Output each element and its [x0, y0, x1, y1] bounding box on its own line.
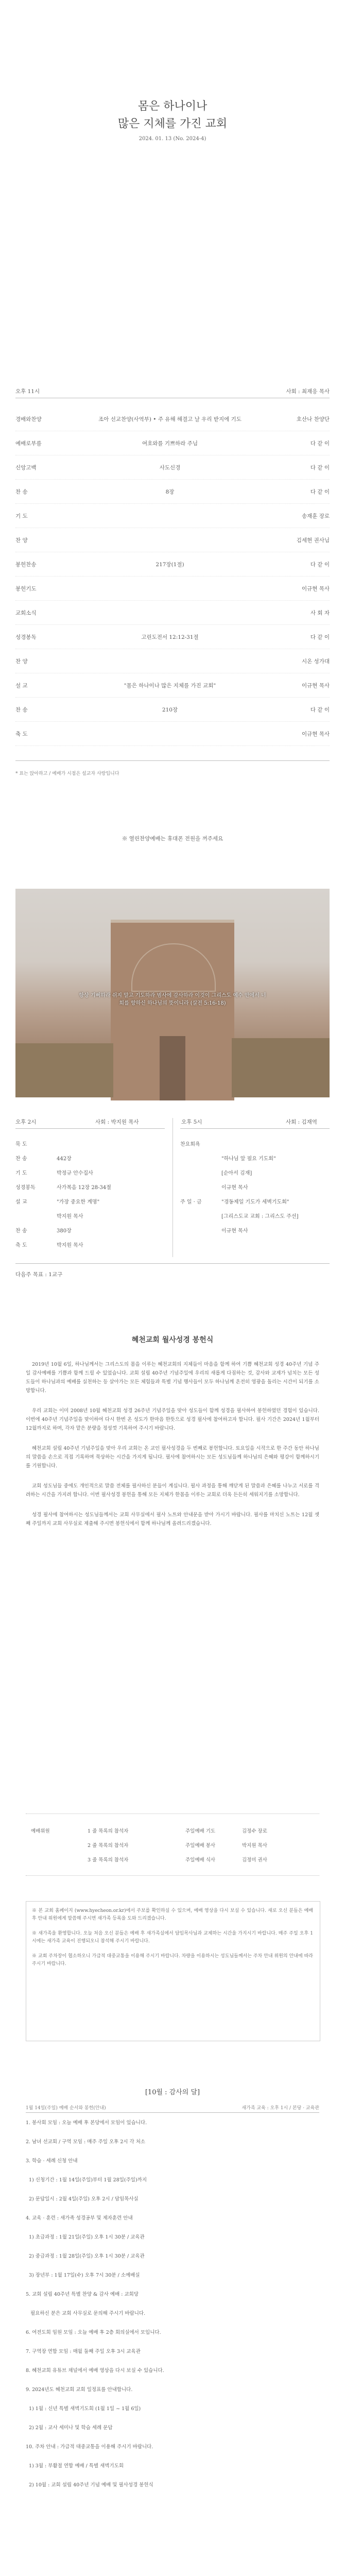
building-arch [131, 943, 216, 992]
header [0, 98, 345, 142]
service-row-value: 442장 [57, 1156, 72, 1162]
service-row-value: 사가복음 12장 28-34절 [57, 1185, 111, 1191]
worship-row-middle: 조아 선교찬양(사역부) • 주 유해 해결고 날 우리 받지에 기도 [98, 416, 242, 422]
left-service-time: 오후 2시 [15, 1119, 37, 1125]
news-item: 6. 여전도회 임원 모임 : 오늘 예배 후 2층 회의실에서 모입니다. [26, 2330, 161, 2335]
worship-row-right: 다 같 이 [310, 562, 330, 568]
right-service-time: 오후 5시 [181, 1119, 202, 1125]
evening-service-list [180, 1137, 330, 1238]
news-item: 2) 2월 : 교사 세미나 및 학습 세례 문답 [26, 2425, 113, 2431]
worship-row [15, 455, 330, 480]
worship-row-label: 설 교 [15, 683, 28, 689]
news-item: 1) 초급과정 : 1월 21일(주일) 오후 1시 30분 / 교육관 [26, 2234, 145, 2240]
worship-row-right: 다 같 이 [310, 634, 330, 640]
divider [180, 1128, 330, 1129]
news-item: 필요하신 분은 교회 사무실로 문의해 주시기 바랍니다. [26, 2311, 146, 2316]
news-item: 5. 교회 설립 40주년 특별 찬양 & 감사 예배 : 교회당 [26, 2292, 139, 2297]
news-item: 1) 신청기간 : 1월 14일(주일)부터 1월 28일(주일)까지 [26, 2177, 147, 2183]
worship-row-label: 경배와찬양 [15, 416, 42, 422]
note-item: ※ 새가족을 환영합니다. 오늘 처음 오신 분들은 예배 후 새가족실에서 담임목사님과 교제하는 시간을 가지시기 바랍니다. 매주 주일 오후 1시에는 새가족 교육이 진행되오니 참석해 주시기 바랍니다. [32, 1931, 313, 1944]
worship-row-label: 찬 양 [15, 537, 28, 544]
afternoon-service-list [15, 1137, 165, 1252]
duty-row [185, 1824, 319, 1838]
worship-row-middle: 사도신경 [159, 465, 181, 471]
page-title-line1: 몸은 하나이나 [137, 100, 208, 113]
worship-row-right: 이규현 목사 [301, 731, 330, 737]
service-row-value: 박정규 안수집사 [57, 1171, 93, 1176]
worship-row [15, 552, 330, 577]
worship-row-right: 다 같 이 [310, 465, 330, 471]
duty-row [185, 1853, 319, 1867]
service-row [180, 1223, 330, 1238]
worship-row-label: 예배로부름 [15, 440, 42, 447]
duty-value: 2 줄 목록의 참석자 [88, 1843, 129, 1849]
worship-row [15, 625, 330, 649]
service-row-value: "하나님 앞 필요 기도회" [221, 1156, 276, 1162]
church-building [111, 920, 234, 1100]
duty-value: 3 줄 목록의 참석자 [88, 1857, 129, 1863]
service-row [180, 1151, 330, 1165]
service-row-value: [그리스도교 교회 : 그리스도 주선] [221, 1214, 299, 1219]
news-item: 10. 주차 안내 : 가급적 대중교통을 이용해 주시기 바랍니다. [26, 2444, 153, 2450]
service-row [180, 1194, 330, 1209]
article-paragraph: 우리 교회는 이미 2008년 10월 혜천교회 성경 26주년 기념주일을 맞아 성도들이 함께 성경을 필사하여 봉헌하였던 경험이 있습니다. 이번에 40주년 기념주일을 맞이하여 다시 한번 온 성도가 한마음 한뜻으로 성경 필사에 참여하고자 합니다. 필사 기간은 2024년 1월부터 12월까지로 하며, 각자 맡은 분량을 정성껏 기록하여 주시기 바랍니다. [26, 1408, 319, 1431]
silence-notice: ※ 열린찬양예배는 휴대폰 전원을 꺼주세요 [122, 836, 223, 842]
article-title: 혜천교회 월사성경 봉헌식 [131, 1336, 214, 1344]
duty-row [31, 1853, 165, 1867]
worship-row-right: 시온 성가대 [301, 658, 330, 665]
duty-row [185, 1838, 319, 1853]
service-row [15, 1180, 165, 1194]
worship-row-label: 성경봉독 [15, 634, 37, 640]
duty-row [31, 1838, 165, 1853]
worship-row [15, 649, 330, 673]
service-row [180, 1180, 330, 1194]
news-item: 4. 교육 · 훈련 : 새가족 성경공부 및 제자훈련 안내 [26, 2215, 133, 2221]
worship-row-label: 찬 송 [15, 489, 28, 495]
duty-value: 김정미 권사 [242, 1857, 267, 1863]
bulletin-date: 2024. 01. 13 (No. 2024-4) [139, 136, 206, 142]
news-item: 2) 중급과정 : 1월 28일(주일) 오후 1시 30분 / 교육관 [26, 2253, 145, 2259]
service-row [15, 1194, 165, 1209]
duty-label: 주일예배 식사 [185, 1857, 216, 1863]
worship-row-label: 찬 양 [15, 658, 28, 665]
news-subtitle: 1월 14일(주일) 예배 순서와 봉헌(안내) [26, 2106, 106, 2111]
worship-row-label: 봉헌기도 [15, 586, 37, 592]
service-row-value: 이규현 목사 [221, 1228, 248, 1234]
divider [26, 2112, 319, 2113]
worship-row-middle: "몸은 하나이나 많은 지체를 가진 교회" [124, 683, 216, 689]
service-row-label: 축 도 [15, 1243, 27, 1248]
worship-row-middle: 고린도전서 12:12-31절 [141, 634, 199, 640]
duty-value: 박지원 목사 [242, 1843, 267, 1849]
service-row-label: 찬 송 [15, 1156, 27, 1162]
article-paragraph: 교회 성도님들 중에도 개인적으로 말씀 전체를 필사하신 분들이 계십니다. 필사 과정을 통해 깨닫게 된 말씀과 은혜를 나누고 서로를 격려하는 시간을 가지려 합니다. 이번 필사성경 봉헌을 통해 모든 지체가 한몸을 이루는 교회로 더욱 든든히 세워지기를 소망합니다. [26, 1483, 319, 1498]
service-row-label: 기 도 [15, 1171, 27, 1176]
worship-row [15, 528, 330, 552]
duty-row [31, 1824, 165, 1838]
worship-row-middle: 8장 [165, 489, 175, 495]
news-item: 2) 문답일시 : 2월 4일(주일) 오후 2시 / 담임목사실 [26, 2196, 139, 2202]
news-item: 1. 봉사회 모임 : 오늘 예배 후 본당에서 모임이 있습니다. [26, 2120, 147, 2126]
service-time: 오후 11시 [15, 388, 40, 395]
worship-row-right: 송재훈 장로 [301, 513, 330, 519]
worship-row-right: 다 같 이 [310, 707, 330, 713]
news-item: 9. 2024년도 혜천교회 교회 일정표를 안내합니다. [26, 2387, 133, 2393]
note-item: ※ 교회 주차장이 협소하오니 가급적 대중교통을 이용해 주시기 바랍니다. 차량을 이용하시는 성도님들께서는 주차 안내 위원의 안내에 따라 주시기 바랍니다. [32, 1954, 313, 1967]
news-item: 1) 3월 : 부활절 연합 예배 / 특별 새벽기도회 [26, 2463, 124, 2469]
next-week-note: 다음주 목표 : 1교구 [15, 1272, 63, 1278]
service-row-value: 박지원 목사 [57, 1243, 83, 1248]
worship-row [15, 673, 330, 698]
service-row [180, 1137, 330, 1151]
service-row-value: "경동제일 기도가 세벽기도회" [221, 1199, 289, 1205]
worship-row [15, 698, 330, 722]
trees-left [15, 1043, 113, 1097]
building-door [160, 1036, 185, 1100]
news-list [26, 2119, 319, 2500]
worship-row-right: 이규현 목사 [301, 683, 330, 689]
divider [26, 1875, 319, 1876]
divider [15, 1263, 330, 1264]
duty-label: 주일예배 봉사 [185, 1843, 216, 1849]
worship-row-label: 봉헌찬송 [15, 562, 37, 568]
news-item: 7. 구역장 연합 모임 : 매월 둘째 주일 오후 3시 교육관 [26, 2349, 141, 2354]
worship-row-label: 신앙고백 [15, 465, 37, 471]
service-officiant: 사회 : 최재응 목사 [286, 388, 330, 395]
worship-row-middle: 여호와를 기쁘하라 주님 [142, 440, 198, 447]
service-row [15, 1137, 165, 1151]
left-service-officiant: 사회 : 박지원 목사 [95, 1119, 139, 1125]
duty-list-left [31, 1824, 165, 1867]
article-paragraph: 혜천교회 설립 40주년 기념주일을 맞아 우리 교회는 온 교인 필사성경을 두 번째로 봉헌합니다. 토요일을 시작으로 한 주간 동안 하나님의 말씀을 손으로 직접 기록하며 묵상하는 시간을 가지게 됩니다. 필사에 참여하시는 모든 성도님들께 하나님의 은혜와 평강이 함께하시기를 기원합니다. [26, 1446, 319, 1469]
worship-row [15, 480, 330, 504]
service-row-label: 설 교 [15, 1199, 27, 1205]
right-service-officiant: 사회 : 김재역 [286, 1119, 317, 1125]
notes-list [32, 1907, 313, 1975]
service-row [15, 1223, 165, 1238]
page-title-line2: 많은 지체를 가진 교회 [117, 117, 228, 130]
worship-row-right: 이규현 목사 [301, 586, 330, 592]
service-row-label: 묵 도 [15, 1142, 27, 1147]
service-row-value: "가장 중요한 계명" [57, 1199, 100, 1205]
service-row-label: 찬요회욕 [180, 1142, 200, 1147]
news-title: [10월 : 감사의 달] [145, 2089, 200, 2096]
duty-label: 예배위원 [31, 1828, 50, 1834]
worship-row-middle: 210장 [162, 707, 178, 713]
worship-row-right: 김세현 권사님 [296, 537, 330, 544]
note-item: ※ 본 교회 홈페이지 (www.hyecheon.or.kr)에서 주보를 확인하실 수 있으며, 예배 영상을 다시 보실 수 있습니다. 새로 오신 분들은 예배 후 안내 위원에게 말씀해 주시면 새가족 등록을 도와 드리겠습니다. [32, 1908, 313, 1921]
service-row [180, 1165, 330, 1180]
worship-row-label: 찬 송 [15, 707, 28, 713]
worship-row [15, 722, 330, 746]
service-row [180, 1209, 330, 1223]
photo-caption: 항상 기뻐하라 쉬지 말고 기도하라 범사에 감사하라 이것이 그리스도 예수 안에서 너희를 향하신 하나님의 뜻이니라 (살전 5:16-18) [79, 993, 266, 1006]
service-row [15, 1209, 165, 1223]
worship-row-right: 다 같 이 [310, 489, 330, 495]
worship-row-label: 축 도 [15, 731, 28, 737]
trees-right [232, 1038, 330, 1097]
article-body [26, 1360, 319, 1539]
news-item: 2. 남녀 선교회 / 구역 모임 : 매주 주일 오후 2시 각 처소 [26, 2139, 146, 2145]
divider [15, 1128, 165, 1129]
service-row-label: 찬 송 [15, 1228, 27, 1234]
news-item: 3) 장년부 : 1월 17일(수) 오후 7시 30분 / 소예배실 [26, 2273, 140, 2278]
duty-value: 김정수 장로 [242, 1828, 267, 1834]
service-row-value: 380장 [57, 1228, 72, 1234]
worship-row-right: 호산나 찬양단 [296, 416, 330, 422]
worship-row [15, 504, 330, 528]
service-row-label: 주 일 · 금 [180, 1199, 202, 1205]
worship-row-label: 기 도 [15, 513, 28, 519]
news-item: 3. 학습 · 세례 신청 안내 [26, 2158, 78, 2164]
worship-row [15, 431, 330, 455]
duty-label: 주일예배 기도 [185, 1828, 216, 1834]
worship-row-middle: 217장(1절) [156, 562, 184, 568]
news-item: 2) 10월 : 교회 설립 40주년 기념 예배 및 필사성경 봉헌식 [26, 2482, 153, 2488]
divider [15, 760, 330, 761]
service-row-label: 성경봉독 [15, 1185, 36, 1191]
service-row-value: [순아서 김재] [221, 1171, 252, 1176]
worship-row [15, 577, 330, 601]
worship-row [15, 407, 330, 431]
worship-row-right: 사 회 자 [310, 610, 330, 616]
news-item: 8. 혜천교회 유튜브 채널에서 예배 영상을 다시 보실 수 있습니다. [26, 2368, 164, 2374]
worship-row [15, 601, 330, 625]
service-row [15, 1238, 165, 1252]
news-subtitle-right: 새가족 교육 : 오후 1시 / 본당 · 교육관 [242, 2106, 319, 2111]
church-photo [15, 889, 330, 1097]
service-row-value: 박지원 목사 [57, 1214, 83, 1219]
duty-list-right [185, 1824, 319, 1867]
article-paragraph: 2019년 10월 6일, 하나님께서는 그리스도의 몸을 이루는 혜천교회의 지체들이 마음을 함께 하여 기쁨 혜천교회 성경 40주년 기념 주일 감사예배를 기쁨과 함께 드릴 수 있었습니다. 교회 설립 40주년 기념주일에 우리의 새롭게 다짐하는 것, 감사와 교제가 넘치는 모든 성도들이 하나님과의 예배를 실천하는 등 살아가는 모든 체험들과 특별 기념 행사들이 모두 하나님께 온전히 영광을 돌리는 시간이 되기를 소망합니다. [26, 1362, 319, 1394]
news-item: 1) 1월 : 신년 특별 새벽기도회 (1월 1일 ~ 1월 6일) [26, 2406, 141, 2412]
service-row [15, 1151, 165, 1165]
service-row-value: 이규현 목사 [221, 1185, 248, 1191]
service-row [15, 1165, 165, 1180]
duty-value: 1 줄 목록의 참석자 [88, 1828, 129, 1834]
article-paragraph: 성경 필사에 참여하시는 성도님들께서는 교회 사무실에서 필사 노트와 안내문을 받아 가시기 바랍니다. 필사를 마치신 노트는 12월 셋째 주일까지 교회 사무실로 제출해 주시면 봉헌식에서 함께 하나님께 올려드리겠습니다. [26, 1512, 319, 1527]
worship-row-right: 다 같 이 [310, 440, 330, 447]
worship-footnote: * 표는 앉아하고 / 예배가 시점은 설교자 사랑입니다 [15, 771, 119, 776]
order-of-worship-list [15, 407, 330, 746]
worship-row-label: 교회소식 [15, 610, 37, 616]
